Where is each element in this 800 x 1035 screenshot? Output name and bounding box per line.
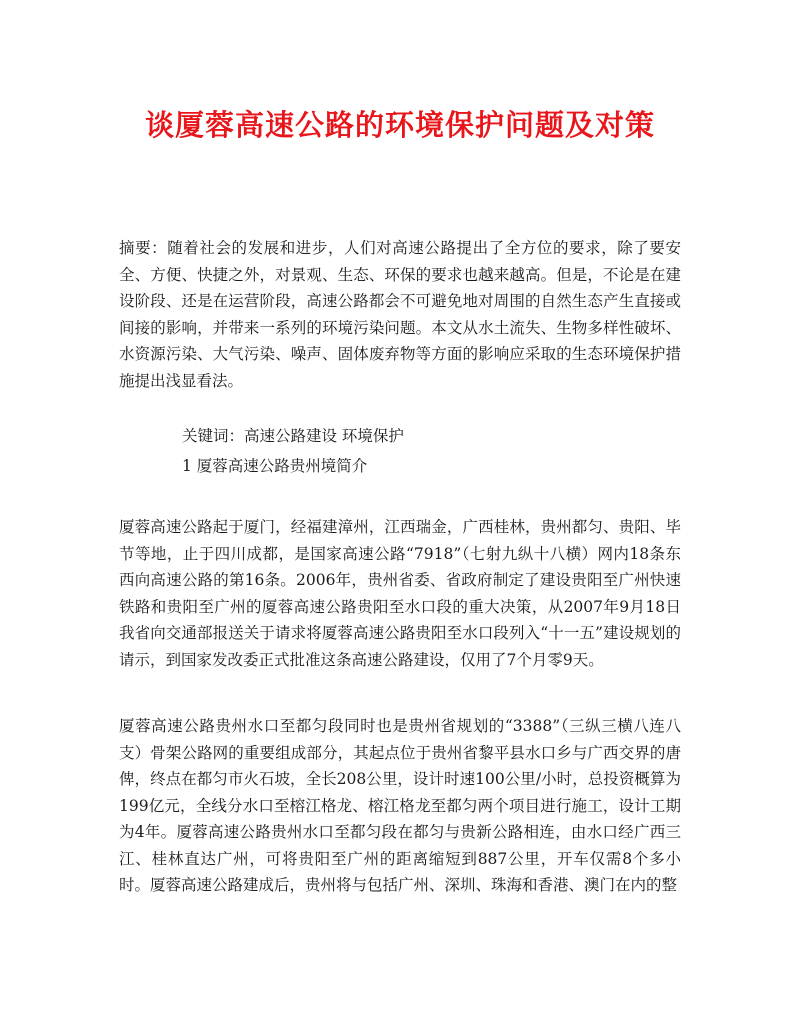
keywords-line: 关键词：高速公路建设 环境保护	[182, 427, 404, 445]
body-paragraph: 厦蓉高速公路贵州水口至都匀段同时也是贵州省规划的“3388”（三纵三横八连八支）骨架公路网的重要组成部分，其起点位于贵州省黎平县水口乡与广西交界的唐俾，终点在都匀市火石坡，全长208公里，设计时速100公里/小时，总投资概算为199亿元，全线分水口至榕江格龙、榕江格龙至都匀两个项目进行施工，设计工期为4年。厦蓉高速公路贵州水口至都匀段在都匀与贵新公路相连，由水口经广西三江、桂林直达广州，可将贵阳至广州的距离缩短到887公里，开车仅需8个多小时。厦蓉高速公路建成后，贵州将与包括广州、深圳、珠海和香港、澳门在内的整	[119, 717, 681, 894]
body-paragraph: 厦蓉高速公路起于厦门，经福建漳州，江西瑞金，广西桂林，贵州都匀、贵阳、毕节等地，止于四川成都，是国家高速公路“7918”（七射九纵十八横）网内18条东西向高速公路的第16条。2006年，贵州省委、省政府制定了建设贵阳至广州快速铁路和贵阳至广州的厦蓉高速公路贵阳至水口段的重大决策，从2007年9月18日我省向交通部报送关于请求将厦蓉高速公路贵阳至水口段列入“十一五”建设规划的请示，到国家发改委正式批准这条高速公路建设，仅用了7个月零9天。	[119, 518, 681, 669]
abstract-paragraph: 摘要：随着社会的发展和进步，人们对高速公路提出了全方位的要求，除了要安全、方便、快捷之外，对景观、生态、环保的要求也越来越高。但是，不论是在建设阶段、还是在运营阶段，高速公路都会不可避免地对周围的自然生态产生直接或间接的影响，并带来一系列的环境污染问题。本文从水土流失、生物多样性破坏、水资源污染、大气污染、噪声、固体废弃物等方面的影响应采取的生态环境保护措施提出浅显看法。	[119, 239, 681, 390]
section-heading: 1 厦蓉高速公路贵州境简介	[182, 457, 368, 475]
document-title: 谈厦蓉高速公路的环境保护问题及对策	[144, 108, 655, 142]
